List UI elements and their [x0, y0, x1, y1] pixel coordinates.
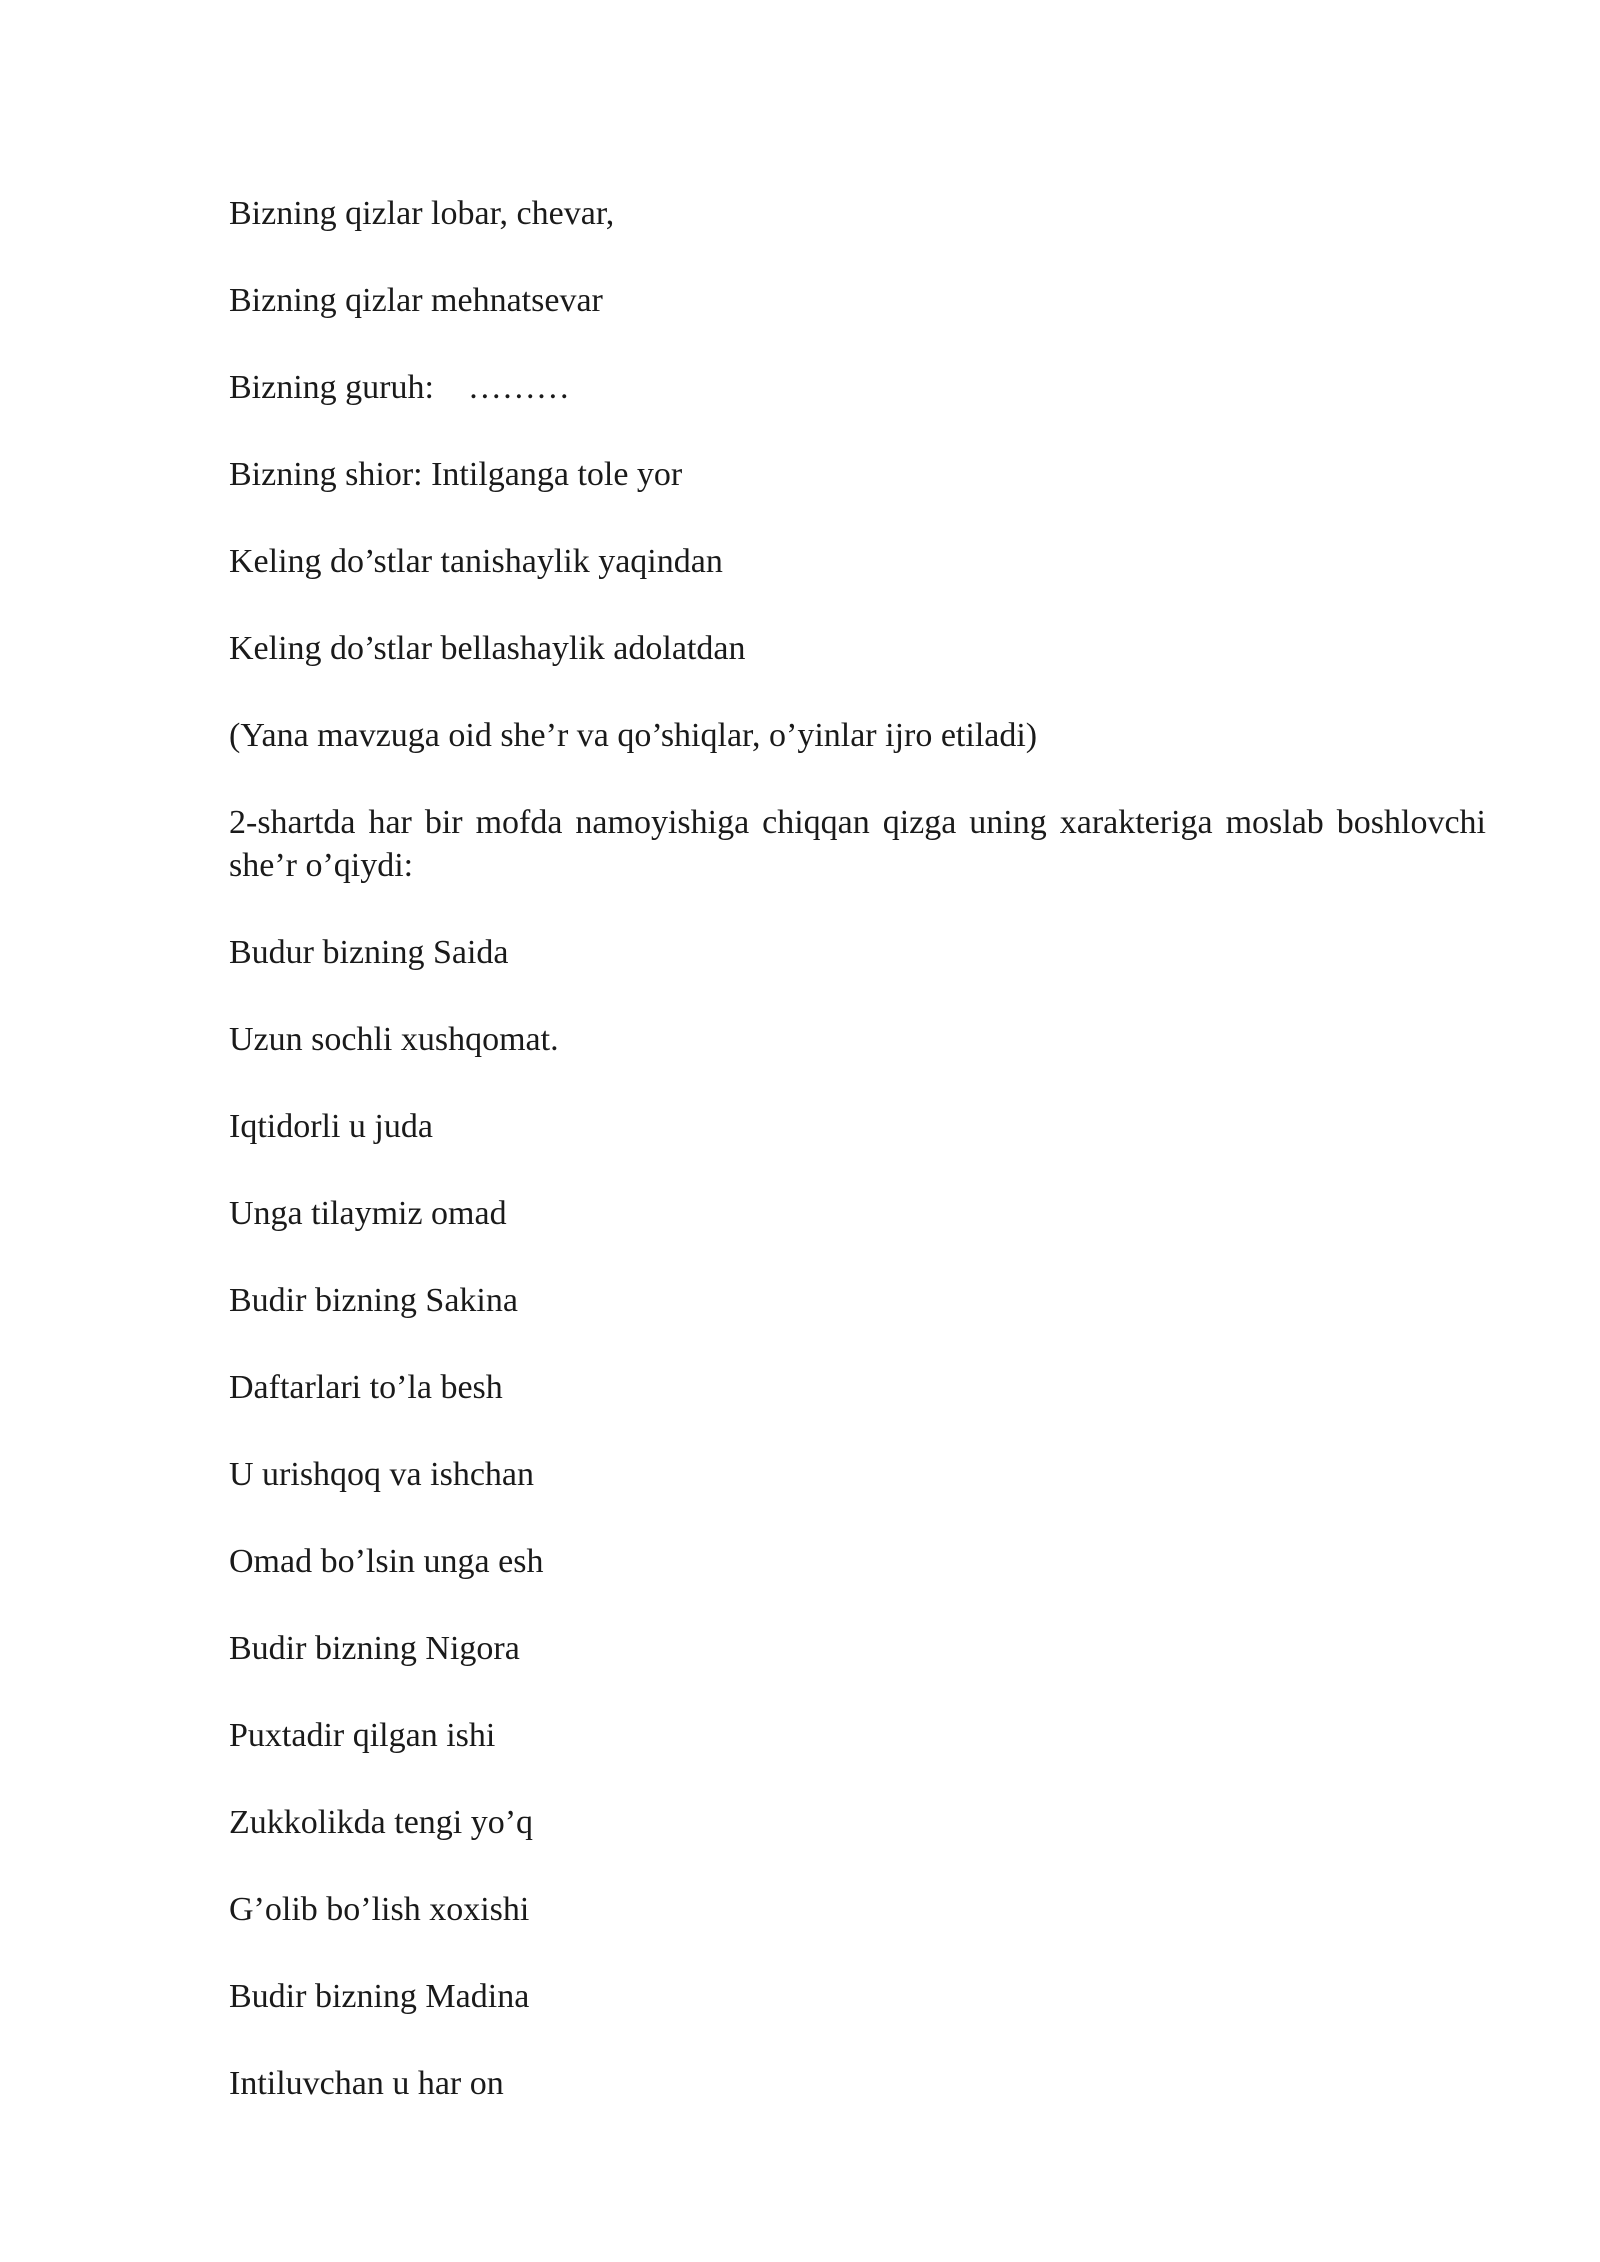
poem-line: Unga tilaymiz omad [229, 1195, 507, 1232]
poem-line: Iqtidorli u juda [229, 1108, 433, 1145]
poem-line: Budir bizning Nigora [229, 1630, 520, 1667]
text-line: Bizning qizlar lobar, chevar, [229, 195, 615, 232]
poem-line: Uzun sochli xushqomat. [229, 1021, 559, 1058]
poem-line: Puxtadir qilgan ishi [229, 1717, 496, 1754]
text-line: Bizning shior: Intilganga tole yor [229, 456, 683, 493]
poem-line: Budir bizning Sakina [229, 1282, 518, 1319]
poem-line: Intiluvchan u har on [229, 2065, 504, 2102]
poem-line: Daftarlari to’la besh [229, 1369, 503, 1406]
text-line: Keling do’stlar bellashaylik adolatdan [229, 630, 746, 667]
text-line: Bizning guruh: ……… [229, 369, 570, 406]
instruction-paragraph: 2-shartda har bir mofda namoyishiga chiqqan qizga uning xarakteriga moslab boshlovchi she’r o’qiydi: [229, 804, 1486, 884]
poem-line: Zukkolikda tengi yo’q [229, 1804, 534, 1841]
poem-line: Budur bizning Saida [229, 934, 509, 971]
poem-line: G’olib bo’lish xoxishi [229, 1891, 530, 1928]
poem-line: Budir bizning Madina [229, 1978, 530, 2015]
text-line: Bizning qizlar mehnatsevar [229, 282, 603, 319]
text-line: Keling do’stlar tanishaylik yaqindan [229, 543, 723, 580]
poem-line: Omad bo’lsin unga esh [229, 1543, 544, 1580]
text-line: (Yana mavzuga oid she’r va qo’shiqlar, o’yinlar ijro etiladi) [229, 717, 1038, 754]
poem-line: U urishqoq va ishchan [229, 1456, 535, 1493]
document-body [229, 192, 1486, 2149]
